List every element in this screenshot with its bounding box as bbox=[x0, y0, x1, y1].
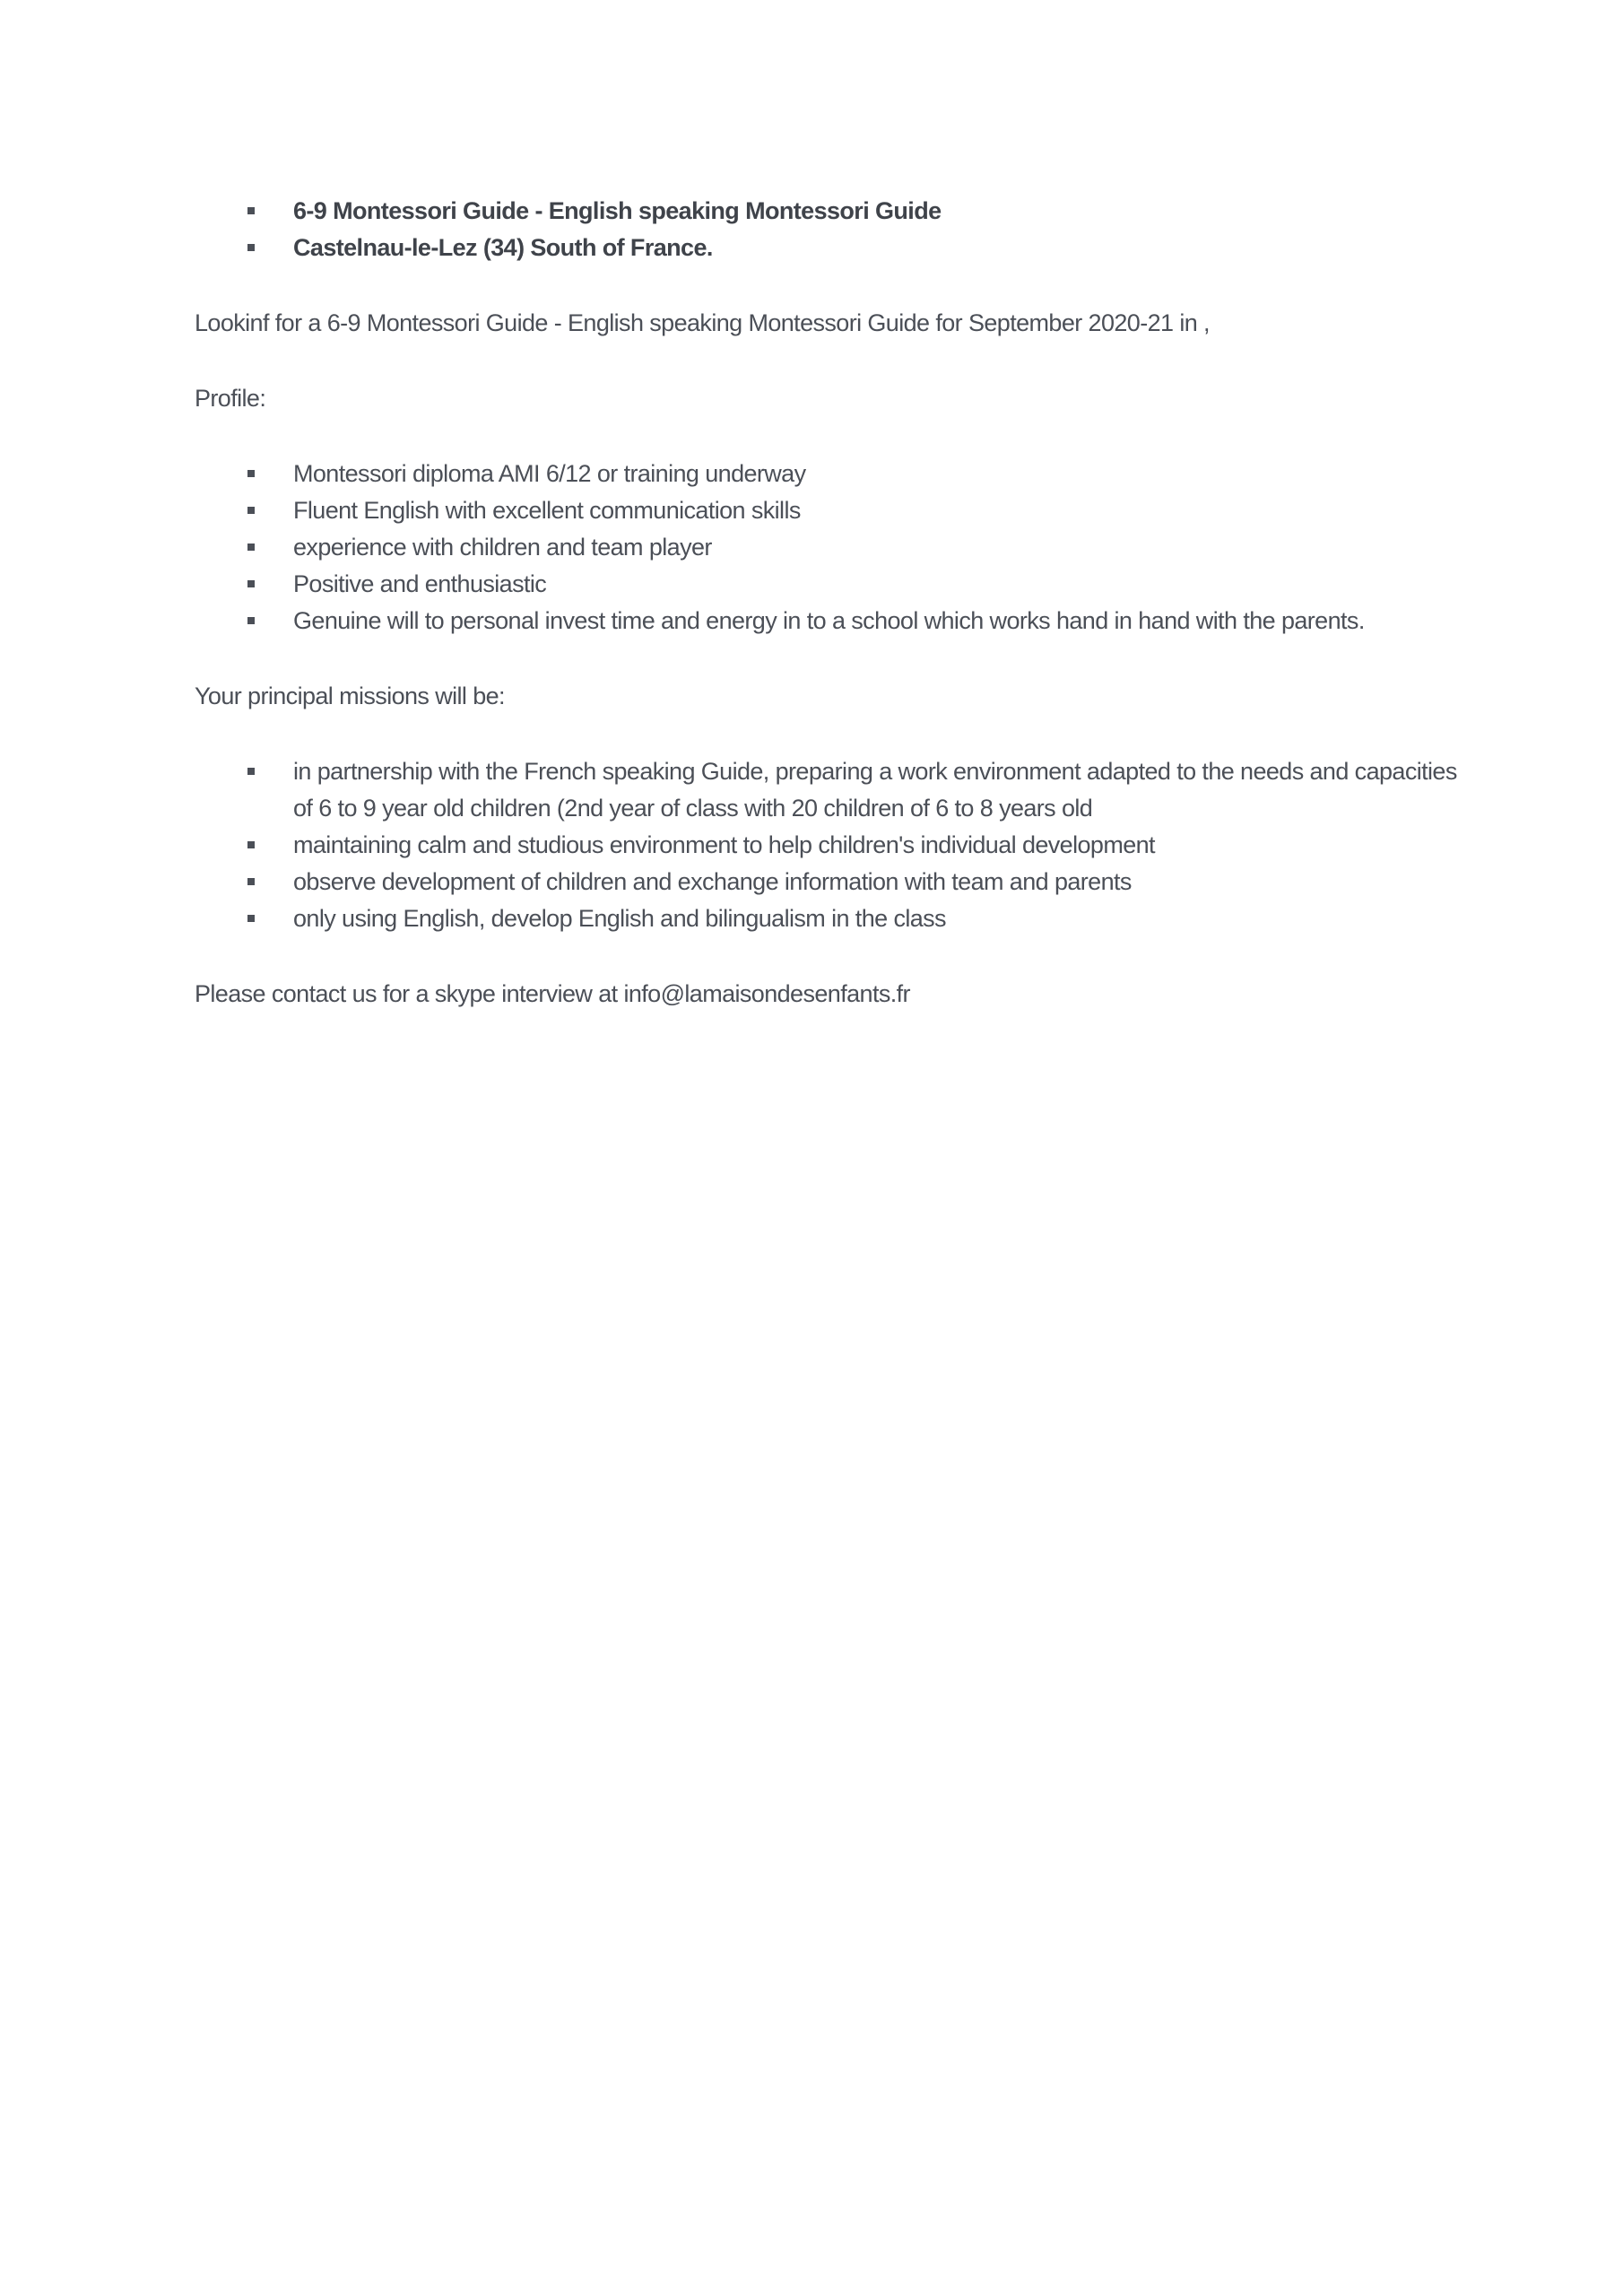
list-item-text: Genuine will to personal invest time and energy in to a school which works hand in hand with the parents. bbox=[293, 607, 1365, 634]
square-bullet-icon bbox=[247, 841, 255, 848]
list-item bbox=[195, 456, 1477, 492]
list-item bbox=[195, 529, 1477, 566]
list-item bbox=[195, 827, 1477, 864]
profile-list bbox=[195, 456, 1477, 639]
square-bullet-icon bbox=[247, 768, 255, 775]
list-item-text: only using English, develop English and bilingualism in the class bbox=[293, 905, 946, 932]
list-item bbox=[195, 566, 1477, 603]
square-bullet-icon bbox=[247, 878, 255, 885]
profile-heading: Profile: bbox=[195, 385, 266, 412]
contact-paragraph: Please contact us for a skype interview at info@lamaisondesenfants.fr bbox=[195, 980, 910, 1007]
job-location: Castelnau-le-Lez (34) South of France. bbox=[293, 234, 713, 261]
job-title: 6-9 Montessori Guide - English speaking Montessori Guide bbox=[293, 197, 942, 224]
list-item bbox=[195, 603, 1477, 639]
square-bullet-icon bbox=[247, 207, 255, 214]
list-item-text: Positive and enthusiastic bbox=[293, 570, 547, 597]
list-item-text: Montessori diploma AMI 6/12 or training underway bbox=[293, 460, 806, 487]
list-item-text: Fluent English with excellent communication skills bbox=[293, 497, 801, 524]
square-bullet-icon bbox=[247, 244, 255, 251]
list-item bbox=[195, 864, 1477, 900]
square-bullet-icon bbox=[247, 544, 255, 551]
list-item bbox=[195, 900, 1477, 937]
intro-paragraph: Lookinf for a 6-9 Montessori Guide - English speaking Montessori Guide for September 2020-21 in , bbox=[195, 309, 1210, 336]
square-bullet-icon bbox=[247, 470, 255, 477]
list-item bbox=[195, 492, 1477, 529]
list-item-text: observe development of children and exchange information with team and parents bbox=[293, 868, 1132, 895]
list-item-text: experience with children and team player bbox=[293, 534, 712, 561]
list-item-text: in partnership with the French speaking Guide, preparing a work environment adapted to the needs and capacities of 6 to 9 year old children (2nd year of class with 20 children of 6 to 8 years old bbox=[293, 758, 1457, 822]
square-bullet-icon bbox=[247, 617, 255, 624]
list-item bbox=[195, 230, 1477, 266]
square-bullet-icon bbox=[247, 580, 255, 587]
list-item bbox=[195, 193, 1477, 230]
job-header-list bbox=[195, 193, 1477, 266]
square-bullet-icon bbox=[247, 507, 255, 514]
list-item bbox=[195, 753, 1477, 827]
list-item-text: maintaining calm and studious environment to help children's individual development bbox=[293, 831, 1155, 858]
square-bullet-icon bbox=[247, 915, 255, 922]
document-content bbox=[195, 193, 1477, 1013]
missions-heading: Your principal missions will be: bbox=[195, 683, 505, 709]
missions-list bbox=[195, 753, 1477, 937]
